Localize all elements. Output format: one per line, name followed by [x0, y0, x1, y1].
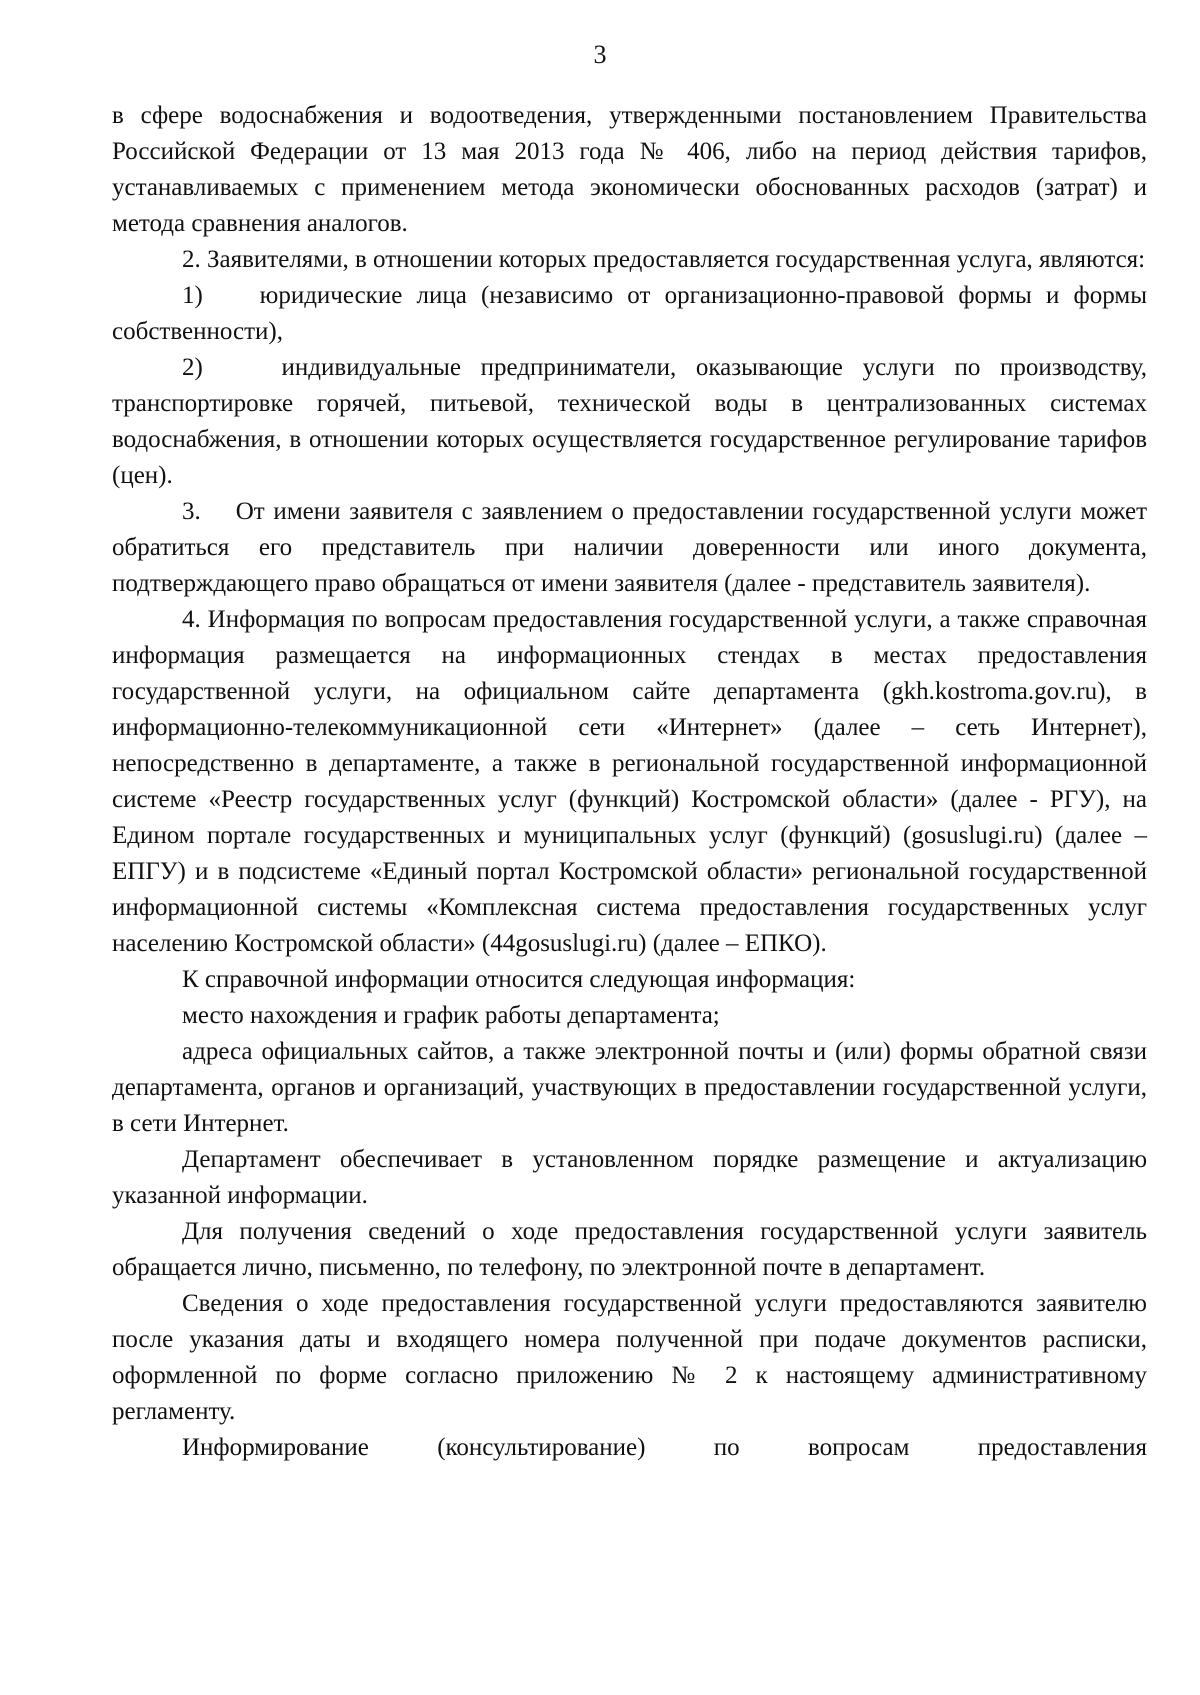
- paragraph-department-ensures: Департамент обеспечивает в установленном порядке размещение и актуализацию указанной информации.: [112, 1146, 1147, 1209]
- paragraph-status-info: Сведения о ходе предоставления государственной услуги предоставляются заявителю после указания даты и входящего номера полученной при подаче документов расписки, оформленной по форме согласно приложению № 2 к настоящему административному регламенту.: [112, 1290, 1147, 1425]
- paragraph-entrepreneurs: 2) индивидуальные предприниматели, оказывающие услуги по производству, транспортировке горячей, питьевой, технической воды в централизованных системах водоснабжения, в отношении которых осуществляется государственное регулирование тарифов (цен).: [112, 354, 1154, 489]
- page-number: 3: [593, 40, 607, 69]
- paragraph-representative: 3. От имени заявителя с заявлением о предоставлении государственной услуги может обратиться его представитель при наличии доверенности или иного документа, подтверждающего право обращаться от имени заявителя (далее - представитель заявителя).: [112, 498, 1154, 597]
- paragraph-consulting: Информирование (консультирование) по вопросам предоставления: [182, 1434, 1147, 1461]
- paragraph-status-request: Для получения сведений о ходе предоставления государственной услуги заявитель обращается лично, письменно, по телефону, по электронной почте в департамент.: [112, 1218, 1147, 1281]
- paragraph-addresses: адреса официальных сайтов, а также электронной почты и (или) формы обратной связи департамента, органов и организаций, участвующих в предоставлении государственной услуги, в сети Интернет.: [112, 1038, 1147, 1137]
- paragraph-applicants: 2. Заявителями, в отношении которых предоставляется государственная услуга, являются:: [182, 246, 1146, 273]
- document-body: [112, 98, 1154, 1466]
- paragraph-location: место нахождения и график работы департамента;: [182, 1002, 720, 1029]
- paragraph-information: 4. Информация по вопросам предоставления государственной услуги, а также справочная информация размещается на информационных стендах в местах предоставления государственной услуги, на официальном сайте департамента (gkh.kostroma.gov.ru), в информационно-телекоммуникационной сети «Интернет» (далее – сеть Интернет), непосредственно в департаменте, а также в региональной государственной информационной системе «Реестр государственных услуг (функций) Костромской области» (далее - РГУ), на Едином портале государственных и муниципальных услуг (функций) (gosuslugi.ru) (далее – ЕПГУ) и в подсистеме «Единый портал Костромской области» региональной государственной информационной системы «Комплексная система предоставления государственных услуг населению Костромской области» (44gosuslugi.ru) (далее – ЕПКО).: [112, 606, 1147, 957]
- paragraph-reference-info: К справочной информации относится следующая информация:: [182, 966, 856, 993]
- paragraph-legal-entities: 1) юридические лица (независимо от организационно-правовой формы и формы собственности),: [112, 282, 1154, 345]
- paragraph-continuation: в сфере водоснабжения и водоотведения, утвержденными постановлением Правительства Российской Федерации от 13 мая 2013 года № 406, либо на период действия тарифов, устанавливаемых с применением метода экономически обоснованных расходов (затрат) и метода сравнения аналогов.: [112, 102, 1147, 237]
